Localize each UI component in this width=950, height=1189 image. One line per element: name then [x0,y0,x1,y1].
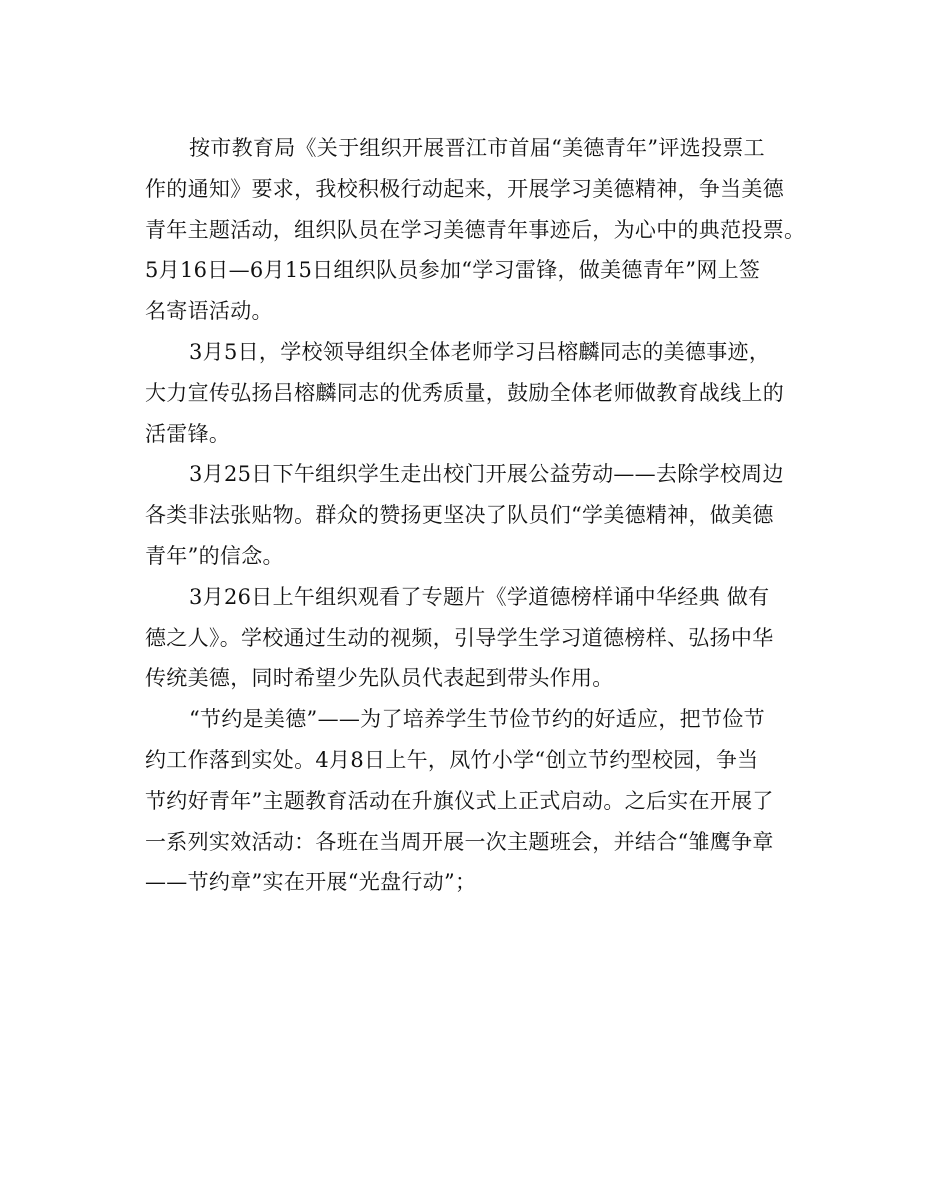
text-line: 活雷锋。 [145,421,231,446]
paragraph-2 [145,332,815,454]
text-line: “节约是美德”——为了培养学生节俭节约的好适应，把节俭节 [189,707,765,732]
paragraph-5 [145,699,815,903]
paragraph-1 [145,128,815,332]
text-line: 约工作落到实处。4月8日上午，凤竹小学“创立节约型校园，争当 [145,747,759,772]
text-line: 青年”的信念。 [145,543,284,568]
text-line: 德之人》。学校通过生动的视频，引导学生学习道德榜样、弘扬中华 [145,625,774,650]
text-line: 各类非法张贴物。群众的赞扬更坚决了队员们“学美德精神，做美德 [145,503,774,528]
text-line: 青年主题活动，组织队员在学习美德青年事迹后，为心中的典范投票。 [145,217,806,242]
paragraph-4 [145,577,815,699]
text-line: 按市教育局《关于组织开展晋江市首届“美德青年”评选投票工 [189,136,765,160]
text-line: 传统美德，同时希望少先队员代表起到带头作用。 [145,666,614,691]
text-line: ——节约章”实在开展“光盘行动”； [145,870,477,895]
text-line: 3月26日上午组织观看了专题片《学道德榜样诵中华经典 做有 [189,584,770,609]
paragraph-3 [145,454,815,576]
text-line: 名寄语活动。 [145,299,273,324]
text-line: 一系列实效活动：各班在当周开展一次主题班会，并结合“雏鹰争章 [145,829,774,854]
text-line: 节约好青年”主题教育活动在升旗仪式上正式启动。之后实在开展了 [145,788,774,813]
text-line: 大力宣传弘扬吕榕麟同志的优秀质量，鼓励全体老师做教育战线上的 [145,380,784,405]
text-line: 作的通知》要求，我校积极行动起来，开展学习美德精神，争当美德 [145,176,784,201]
text-line: 5月16日—6月15日组织队员参加“学习雷锋，做美德青年”网上签 [145,258,761,283]
document-body [145,128,815,903]
text-line: 3月25日下午组织学生走出校门开展公益劳动——去除学校周边 [189,462,784,487]
text-line: 3月5日，学校领导组织全体老师学习吕榕麟同志的美德事迹， [189,339,771,364]
